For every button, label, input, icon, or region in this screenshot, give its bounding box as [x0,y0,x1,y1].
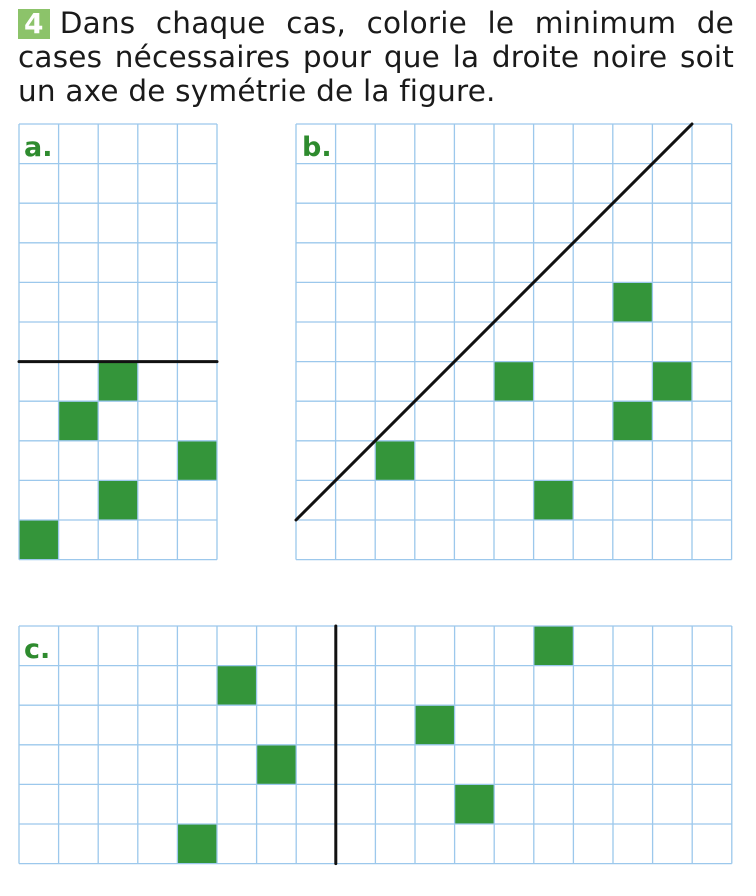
filled-cell [455,784,495,824]
filled-cell [98,362,138,402]
exercise-number-badge: 4 [18,9,50,39]
exercise-text: Dans chaque cas, colorie le minimum de cases nécessaires pour que la droite noire soit un axe de symétrie de la figure. [18,6,734,108]
filled-cell [494,362,534,402]
filled-cell [217,666,257,706]
filled-cell [613,282,653,322]
filled-cell [415,705,455,745]
filled-cell [177,824,217,864]
grid-a-label: a. [24,132,53,163]
filled-cell [534,626,574,666]
grid-b[interactable] [296,124,732,560]
filled-cell [19,520,59,560]
grid-c[interactable] [19,626,732,864]
filled-cell [652,362,692,402]
filled-cell [98,480,138,520]
filled-cell [534,480,574,520]
filled-cell [177,441,217,481]
filled-cell [257,745,297,785]
filled-cell [613,401,653,441]
filled-cell [375,441,415,481]
grid-c-label: c. [24,634,51,665]
grid-b-label: b. [302,132,332,163]
grid-a[interactable] [19,124,217,560]
filled-cell [59,401,99,441]
